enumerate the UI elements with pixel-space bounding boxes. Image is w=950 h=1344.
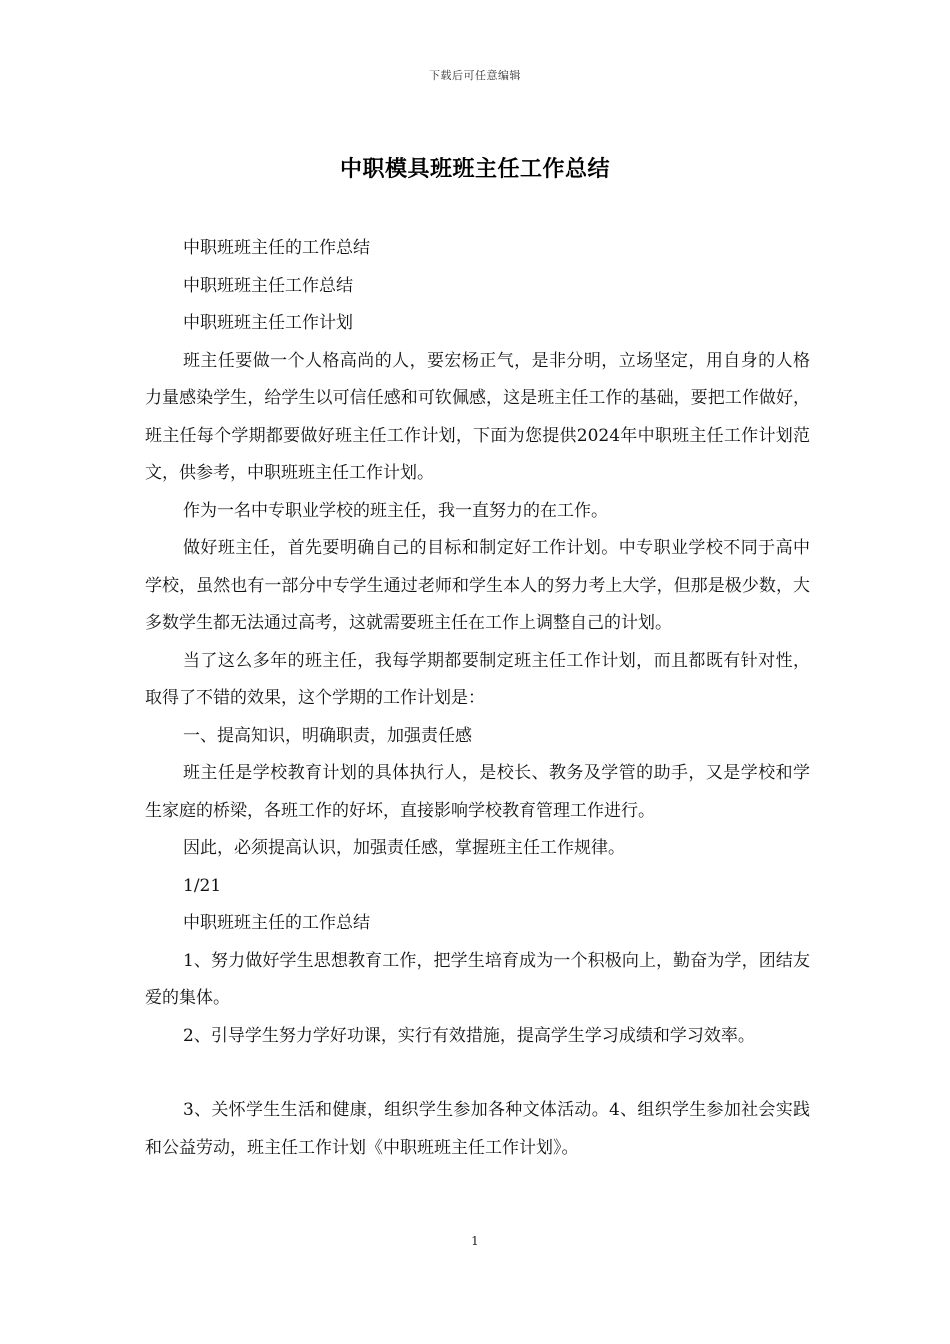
list-item: 3、关怀学生生活和健康，组织学生参加各种文体活动。4、组织学生参加社会实践和公益劳动，班主任工作计划《中职班班主任工作计划》。 [145, 1100, 810, 1158]
paragraph: 班主任要做一个人格高尚的人，要宏杨正气，是非分明，立场坚定，用自身的人格力量感染学生，给学生以可信任感和可钦佩感，这是班主任工作的基础，要把工作做好，班主任每个学期都要做好班主任工作计划，下面为您提供2024年中职班主任工作计划范文，供参考，中职班班主任工作计划。 [145, 350, 810, 483]
paragraph: 中职班班主任工作计划 [183, 313, 353, 333]
document-title: 中职模具班班主任工作总结 [339, 156, 610, 182]
page-number: 1 [471, 1234, 479, 1248]
section-heading: 一、提高知识，明确职责，加强责任感 [183, 725, 472, 746]
paragraph: 班主任是学校教育计划的具体执行人，是校长、教务及学管的助手，又是学校和学生家庭的桥梁，各班工作的好坏，直接影响学校教育管理工作进行。 [145, 763, 810, 821]
paragraph: 作为一名中专职业学校的班主任，我一直努力的在工作。 [183, 500, 608, 521]
page-marker: 1/21 [183, 875, 222, 896]
paragraph: 中职班班主任的工作总结 [183, 913, 370, 933]
paragraph: 中职班班主任的工作总结 [183, 238, 370, 258]
list-item: 2、引导学生努力学好功课，实行有效措施，提高学生学习成绩和学习效率。 [183, 1025, 755, 1046]
document-body [145, 230, 810, 1167]
paragraph: 做好班主任，首先要明确自己的目标和制定好工作计划。中专职业学校不同于高中学校，虽然也有一部分中专学生通过老师和学生本人的努力考上大学，但那是极少数，大多数学生都无法通过高考，这就需要班主任在工作上调整自己的计划。 [145, 538, 810, 633]
paragraph: 当了这么多年的班主任，我每学期都要制定班主任工作计划，而且都既有针对性，取得了不错的效果，这个学期的工作计划是： [145, 650, 810, 708]
header-note: 下载后可任意编辑 [429, 69, 521, 82]
paragraph: 中职班班主任工作总结 [183, 275, 353, 296]
paragraph: 因此，必须提高认识，加强责任感，掌握班主任工作规律。 [183, 838, 625, 858]
list-item: 1、努力做好学生思想教育工作，把学生培育成为一个积极向上，勤奋为学，团结友爱的集体。 [145, 950, 810, 1008]
